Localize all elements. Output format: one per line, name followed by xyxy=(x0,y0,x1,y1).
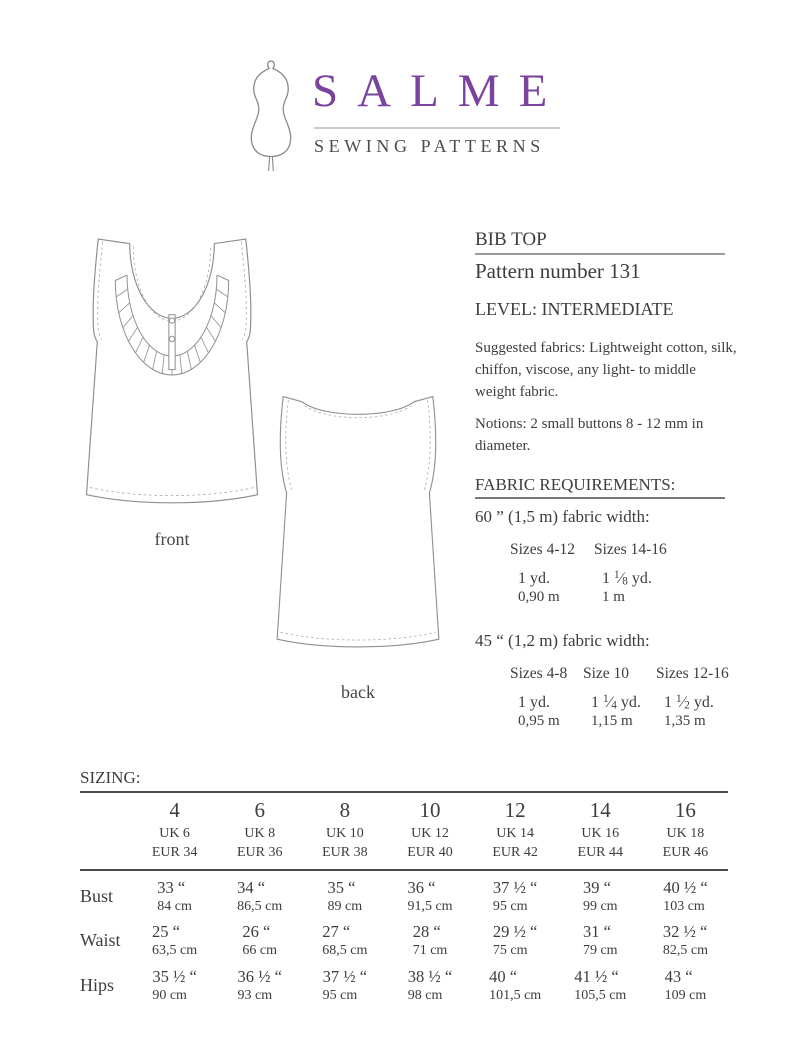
eur-size: EUR 36 xyxy=(236,844,283,860)
measurement-row-label: Bust xyxy=(80,885,114,906)
measurement-values xyxy=(407,878,452,916)
measurement-values xyxy=(237,878,282,916)
uk-size: UK 12 xyxy=(411,826,449,842)
inches-value: 28 “ xyxy=(412,922,441,942)
measurement-cell xyxy=(302,960,387,1005)
size-range-label: Size 10 xyxy=(583,665,630,682)
cm-value: 98 cm xyxy=(407,987,443,1003)
measurement-values xyxy=(152,922,197,960)
inches-value: 31 “ xyxy=(582,922,611,942)
dress-form-graphic xyxy=(244,58,298,174)
cm-value: 101,5 cm xyxy=(489,987,542,1003)
yardage-value: 1 $^1⁄_2$ yd. xyxy=(664,692,714,712)
measurement-values xyxy=(663,922,708,960)
measurement-cell xyxy=(473,871,558,916)
measurement-values xyxy=(493,878,537,916)
fabric-width-blocks xyxy=(475,507,737,755)
sizing-section xyxy=(80,768,728,1005)
brand-name: SALME xyxy=(312,65,567,117)
pattern-name-rule xyxy=(475,253,725,255)
uk-size: UK 18 xyxy=(666,826,705,842)
size-number: 10 xyxy=(419,798,441,822)
uk-size: UK 16 xyxy=(581,826,620,842)
back-garment-drawing xyxy=(272,379,444,674)
measurement-values xyxy=(408,967,452,1005)
inches-value: 32 ½ “ xyxy=(662,922,708,942)
size-range-label: Sizes 14-16 xyxy=(594,541,667,558)
size-range-label: Sizes 4-8 xyxy=(510,665,568,682)
cm-value: 109 cm xyxy=(664,987,707,1003)
logo-divider xyxy=(314,127,560,129)
meters-value: 0,95 m xyxy=(518,713,560,729)
measurement-cell xyxy=(387,871,472,916)
inches-value: 34 “ xyxy=(237,877,266,897)
fabric-width-block xyxy=(475,631,737,730)
inches-value: 40 “ xyxy=(489,967,518,987)
measurement-cell xyxy=(643,960,728,1005)
yardage-value: 1 yd. xyxy=(518,694,550,711)
eur-size: EUR 40 xyxy=(407,844,453,860)
measurement-values xyxy=(493,922,537,960)
measurement-values xyxy=(323,967,367,1005)
size-number: 14 xyxy=(589,798,611,822)
inches-value: 29 ½ “ xyxy=(492,922,538,942)
measurement-values xyxy=(663,878,707,916)
cm-value: 93 cm xyxy=(237,987,273,1003)
fabric-width-block xyxy=(475,507,737,606)
front-label: front xyxy=(154,529,190,549)
measurement-values xyxy=(152,967,196,1005)
fabric-width-heading: 45 “ (1,2 m) fabric width: xyxy=(475,631,650,650)
fabric-width-column xyxy=(510,541,594,606)
inches-value: 27 “ xyxy=(322,922,351,942)
measurement-cell xyxy=(387,915,472,960)
fabric-requirements-title: FABRIC REQUIREMENTS: xyxy=(475,475,676,494)
cm-value: 86,5 cm xyxy=(237,898,283,914)
suggested-fabrics: Suggested fabrics: Lightweight cotton, silk, chiffon, viscose, any light- to middle weight fabric. xyxy=(475,340,737,400)
inches-value: 36 ½ “ xyxy=(237,967,282,987)
cm-value: 63,5 cm xyxy=(152,943,198,959)
eur-size: EUR 46 xyxy=(662,844,709,860)
cm-value: 68,5 cm xyxy=(322,943,368,959)
fabric-width-column xyxy=(656,665,729,730)
pattern-number: Pattern number 131 xyxy=(475,259,641,283)
yardage-value: 1 $^1⁄_8$ yd. xyxy=(602,568,652,588)
inches-value: 43 “ xyxy=(664,967,693,987)
measurement-values xyxy=(237,967,281,1005)
inches-value: 25 “ xyxy=(152,922,180,942)
cm-value: 91,5 cm xyxy=(407,898,453,914)
measurement-cell xyxy=(132,960,217,1005)
inches-value: 37 ½ “ xyxy=(322,967,368,987)
eur-size: EUR 42 xyxy=(492,844,538,860)
meters-value: 1 m xyxy=(602,589,625,605)
measurement-values xyxy=(665,967,707,1005)
inches-value: 41 ½ “ xyxy=(574,967,619,987)
size-uk-eur xyxy=(132,822,217,869)
size-number: 4 xyxy=(169,798,180,822)
size-uk-eur xyxy=(217,822,302,869)
cm-value: 84 cm xyxy=(157,898,192,914)
cm-value: 82,5 cm xyxy=(662,943,708,959)
back-garment-illustration xyxy=(272,379,444,679)
size-number: 8 xyxy=(339,798,351,822)
cm-value: 95 cm xyxy=(322,987,358,1003)
front-garment-illustration xyxy=(82,229,262,526)
inches-value: 33 “ xyxy=(157,877,186,897)
measurement-row-label: Hips xyxy=(80,974,115,995)
size-uk-eur xyxy=(302,822,387,869)
yardage-value: 1 yd. xyxy=(518,570,550,587)
eur-size: EUR 44 xyxy=(577,844,624,860)
cm-value: 79 cm xyxy=(582,943,618,959)
meters-value: 0,90 m xyxy=(518,589,560,605)
pattern-level: LEVEL: INTERMEDIATE xyxy=(475,299,674,319)
sizing-title: SIZING: xyxy=(80,768,141,787)
corner-cell xyxy=(80,793,132,822)
size-range-label: Sizes 4-12 xyxy=(510,541,576,558)
cm-value: 103 cm xyxy=(663,898,705,914)
inches-value: 39 “ xyxy=(582,877,611,897)
measurement-cell xyxy=(217,960,302,1005)
uk-size: UK 6 xyxy=(159,826,190,842)
cm-value: 95 cm xyxy=(492,898,528,914)
measurement-cell xyxy=(473,960,558,1005)
measurement-cell xyxy=(217,915,302,960)
notions: Notions: 2 small buttons 8 - 12 mm in diameter. xyxy=(475,416,704,454)
back-label: back xyxy=(341,682,375,702)
size-number: 16 xyxy=(674,798,696,822)
fabric-width-column xyxy=(594,541,667,606)
inches-value: 37 ½ “ xyxy=(492,877,538,897)
cm-value: 66 cm xyxy=(242,943,278,959)
brand-tagline: SEWING PATTERNS xyxy=(314,136,545,156)
measurement-values xyxy=(328,878,363,916)
measurement-values xyxy=(583,922,618,960)
pattern-name: BIB TOP xyxy=(475,229,547,250)
measurement-values xyxy=(574,967,626,1005)
measurement-cell xyxy=(302,871,387,916)
eur-size: EUR 34 xyxy=(151,844,198,860)
meters-value: 1,35 m xyxy=(664,713,706,729)
measurement-cell xyxy=(387,960,472,1005)
measurement-values xyxy=(489,967,541,1005)
inches-value: 26 “ xyxy=(242,922,271,942)
inches-value: 36 “ xyxy=(407,877,436,897)
cm-value: 89 cm xyxy=(327,898,363,914)
fabric-width-columns xyxy=(475,541,737,606)
measurement-cell xyxy=(132,915,217,960)
fabric-requirements-rule xyxy=(475,497,725,499)
measurement-values xyxy=(157,878,192,916)
fabric-width-column xyxy=(510,665,583,730)
measurement-cell xyxy=(132,871,217,916)
cm-value: 105,5 cm xyxy=(574,987,627,1003)
size-uk-eur xyxy=(473,822,558,869)
cm-value: 99 cm xyxy=(582,898,618,914)
front-garment-drawing xyxy=(82,229,262,521)
measurement-cell xyxy=(643,915,728,960)
uk-size: UK 10 xyxy=(325,826,364,842)
meters-value: 1,15 m xyxy=(591,713,633,729)
measurement-cell xyxy=(558,960,643,1005)
cm-value: 90 cm xyxy=(152,987,187,1003)
measurement-cell xyxy=(302,915,387,960)
inches-value: 35 “ xyxy=(327,877,356,897)
measurement-values xyxy=(413,922,448,960)
measurement-row-label: Waist xyxy=(80,930,121,951)
measurement-cell xyxy=(473,915,558,960)
sizing-grid xyxy=(80,791,728,1005)
uk-size: UK 14 xyxy=(496,826,534,842)
cm-value: 75 cm xyxy=(492,943,528,959)
measurement-cell xyxy=(643,871,728,916)
inches-value: 38 ½ “ xyxy=(407,967,453,987)
inches-value: 40 ½ “ xyxy=(663,877,708,897)
cm-value: 71 cm xyxy=(412,943,448,959)
size-uk-eur xyxy=(643,822,728,869)
size-number: 6 xyxy=(254,798,265,822)
size-number: 12 xyxy=(504,798,526,822)
fabric-width-columns xyxy=(475,665,737,730)
dress-form-icon xyxy=(244,58,298,179)
size-uk-eur xyxy=(558,822,643,869)
fabric-width-column xyxy=(583,665,656,730)
fabric-width-heading: 60 ” (1,5 m) fabric width: xyxy=(475,507,650,526)
size-uk-eur xyxy=(387,822,472,869)
eur-size: EUR 38 xyxy=(322,844,368,860)
measurement-cell xyxy=(217,871,302,916)
corner-cell xyxy=(80,822,132,869)
inches-value: 35 ½ “ xyxy=(152,967,197,987)
measurement-cell xyxy=(558,871,643,916)
yardage-value: 1 $^1⁄_4$ yd. xyxy=(591,692,641,712)
measurement-cell xyxy=(558,915,643,960)
measurement-values xyxy=(242,922,277,960)
uk-size: UK 8 xyxy=(244,826,276,842)
measurement-values xyxy=(322,922,367,960)
measurement-values xyxy=(583,878,618,916)
size-range-label: Sizes 12-16 xyxy=(656,665,729,682)
